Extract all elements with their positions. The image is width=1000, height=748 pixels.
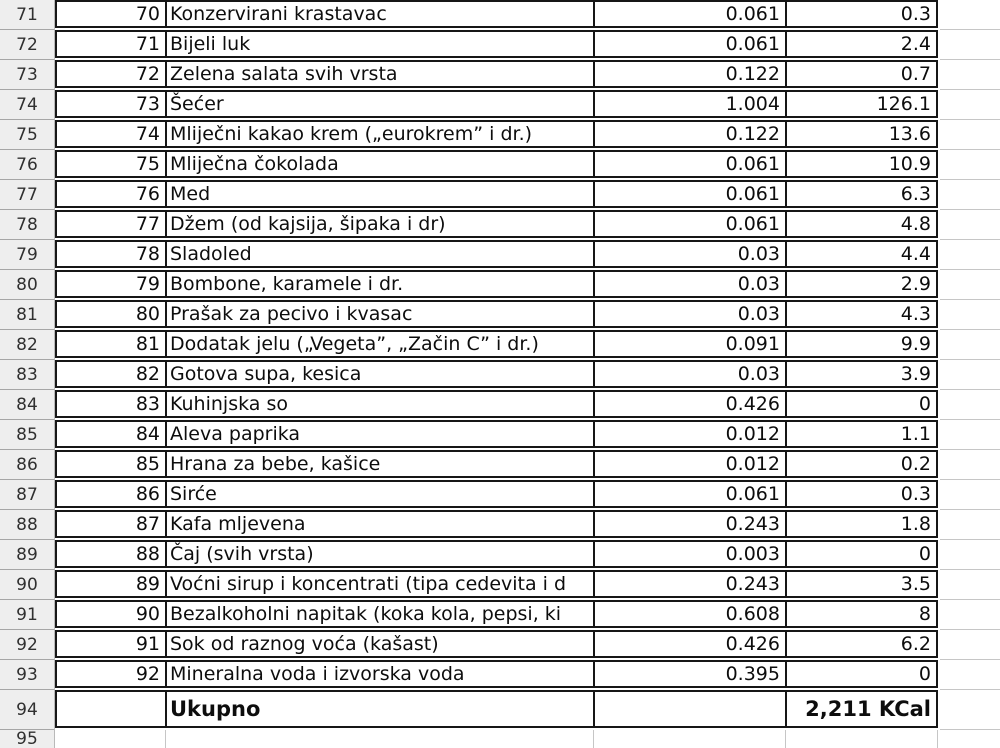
item-name-cell[interactable]: Mliječna čokolada xyxy=(165,152,593,176)
gridline xyxy=(940,659,1000,660)
gridline xyxy=(940,729,1000,730)
row-number-cell[interactable]: 72 xyxy=(135,63,160,85)
row-header-79[interactable]: 79 xyxy=(0,240,54,270)
item-name-cell[interactable]: Šećer xyxy=(165,92,593,116)
item-name-cell[interactable]: Voćni sirup i koncentrati (tipa cedevita i d xyxy=(165,572,593,596)
kcal-cell[interactable]: 4.4 xyxy=(785,242,936,266)
quantity-cell[interactable] xyxy=(593,692,785,726)
row-header-85[interactable]: 85 xyxy=(0,420,54,450)
row-header-92[interactable]: 92 xyxy=(0,630,54,660)
table-row xyxy=(55,210,938,238)
table-row xyxy=(55,60,938,88)
item-name-cell[interactable]: Kafa mljevena xyxy=(165,512,593,536)
quantity-cell[interactable]: 0.243 xyxy=(593,572,785,596)
gridline xyxy=(940,599,1000,600)
quantity-cell[interactable]: 0.012 xyxy=(593,452,785,476)
quantity-cell[interactable]: 0.091 xyxy=(593,332,785,356)
item-name-cell[interactable]: Sok od raznog voća (kašast) xyxy=(165,632,593,656)
row-number-cell[interactable]: 81 xyxy=(135,333,160,355)
row-number-cell[interactable]: 87 xyxy=(135,513,160,535)
row-header-83[interactable]: 83 xyxy=(0,360,54,390)
quantity-cell[interactable]: 0.061 xyxy=(593,2,785,26)
table-row xyxy=(55,330,938,358)
kcal-cell[interactable]: 126.1 xyxy=(785,92,936,116)
row-header-74[interactable]: 74 xyxy=(0,90,54,120)
quantity-cell[interactable]: 0.012 xyxy=(593,422,785,446)
total-row xyxy=(55,690,938,728)
row-header-72[interactable]: 72 xyxy=(0,30,54,60)
quantity-cell[interactable]: 0.061 xyxy=(593,32,785,56)
gridline xyxy=(940,359,1000,360)
quantity-cell[interactable]: 0.03 xyxy=(593,272,785,296)
kcal-cell[interactable]: 1.8 xyxy=(785,512,936,536)
row-header-94[interactable]: 94 xyxy=(0,690,54,730)
gridline xyxy=(593,730,594,748)
row-number-cell[interactable]: 85 xyxy=(135,453,160,475)
table-row xyxy=(55,660,938,688)
kcal-cell[interactable]: 6.3 xyxy=(785,182,936,206)
row-number-cell[interactable]: 74 xyxy=(135,123,160,145)
table-row xyxy=(55,420,938,448)
gridline xyxy=(940,479,1000,480)
row-header-90[interactable]: 90 xyxy=(0,570,54,600)
quantity-cell[interactable]: 0.061 xyxy=(593,152,785,176)
quantity-cell[interactable]: 0.061 xyxy=(593,182,785,206)
row-header-76[interactable]: 76 xyxy=(0,150,54,180)
gridline xyxy=(940,539,1000,540)
gridline xyxy=(940,629,1000,630)
table-row xyxy=(55,510,938,538)
quantity-cell[interactable]: 0.003 xyxy=(593,542,785,566)
item-name-cell[interactable]: Bijeli luk xyxy=(165,32,593,56)
quantity-cell[interactable]: 1.004 xyxy=(593,92,785,116)
item-name-cell[interactable]: Konzervirani krastavac xyxy=(165,2,593,26)
row-number-cell[interactable]: 71 xyxy=(135,33,160,55)
table-row xyxy=(55,540,938,568)
kcal-cell[interactable]: 2.4 xyxy=(785,32,936,56)
quantity-cell[interactable]: 0.395 xyxy=(593,662,785,686)
kcal-cell[interactable]: 0.3 xyxy=(785,482,936,506)
row-number-cell[interactable]: 80 xyxy=(135,303,160,325)
row-header-91[interactable]: 91 xyxy=(0,600,54,630)
gridline xyxy=(940,389,1000,390)
row-header-78[interactable]: 78 xyxy=(0,210,54,240)
empty-column-f[interactable] xyxy=(940,0,1000,748)
quantity-cell[interactable]: 0.243 xyxy=(593,512,785,536)
row-number-cell[interactable]: 79 xyxy=(135,273,160,295)
row-header-71[interactable]: 71 xyxy=(0,0,54,30)
row-header-93[interactable]: 93 xyxy=(0,660,54,690)
kcal-cell[interactable]: 6.2 xyxy=(785,632,936,656)
row-number-cell[interactable]: 75 xyxy=(135,153,160,175)
kcal-cell[interactable]: 0.2 xyxy=(785,452,936,476)
item-name-cell[interactable]: Aleva paprika xyxy=(165,422,593,446)
table-row xyxy=(55,180,938,208)
gridline xyxy=(940,509,1000,510)
gridline xyxy=(937,730,938,748)
gridline xyxy=(940,89,1000,90)
item-name-cell[interactable]: Mliječni kakao krem („eurokrem” i dr.) xyxy=(165,122,593,146)
gridline xyxy=(940,179,1000,180)
table-row xyxy=(55,600,938,628)
row-number-cell[interactable]: 70 xyxy=(135,3,160,25)
kcal-cell[interactable]: 2.9 xyxy=(785,272,936,296)
kcal-cell[interactable]: 10.9 xyxy=(785,152,936,176)
row-number-cell[interactable]: 73 xyxy=(135,93,160,115)
row-header-80[interactable]: 80 xyxy=(0,270,54,300)
item-name-cell[interactable]: Gotova supa, kesica xyxy=(165,362,593,386)
gridline xyxy=(940,299,1000,300)
row-number-cell[interactable]: 84 xyxy=(135,423,160,445)
kcal-cell[interactable]: 2,211 KCal xyxy=(785,692,936,726)
row-header-77[interactable]: 77 xyxy=(0,180,54,210)
quantity-cell[interactable]: 0.426 xyxy=(593,392,785,416)
item-name-cell[interactable]: Dodatak jelu („Vegeta”, „Začin C” i dr.) xyxy=(165,332,593,356)
gridline xyxy=(940,149,1000,150)
quantity-cell[interactable]: 0.061 xyxy=(593,482,785,506)
gridline xyxy=(940,29,1000,30)
quantity-cell[interactable]: 0.122 xyxy=(593,62,785,86)
item-name-cell[interactable]: Bombone, karamele i dr. xyxy=(165,272,593,296)
row-header-88[interactable]: 88 xyxy=(0,510,54,540)
table-row xyxy=(55,270,938,298)
gridline xyxy=(940,119,1000,120)
row-number-cell[interactable]: 88 xyxy=(135,543,160,565)
table-row xyxy=(55,120,938,148)
table-row xyxy=(55,240,938,268)
quantity-cell[interactable]: 0.061 xyxy=(593,212,785,236)
row-number-cell[interactable]: 90 xyxy=(135,603,160,625)
gridline xyxy=(940,239,1000,240)
item-name-cell[interactable]: Džem (od kajsija, šipaka i dr) xyxy=(165,212,593,236)
row-header-89[interactable]: 89 xyxy=(0,540,54,570)
item-name-cell[interactable]: Sirće xyxy=(165,482,593,506)
gridline xyxy=(785,730,786,748)
row-number-cell[interactable]: 77 xyxy=(135,213,160,235)
gridline xyxy=(940,689,1000,690)
quantity-cell[interactable]: 0.608 xyxy=(593,602,785,626)
gridline xyxy=(940,569,1000,570)
item-name-cell[interactable]: Zelena salata svih vrsta xyxy=(165,62,593,86)
item-name-cell[interactable]: Mineralna voda i izvorska voda xyxy=(165,662,593,686)
table-row xyxy=(55,30,938,58)
kcal-cell[interactable]: 3.5 xyxy=(785,572,936,596)
row-number-cell[interactable]: 86 xyxy=(135,483,160,505)
gridline xyxy=(940,419,1000,420)
row-header-86[interactable]: 86 xyxy=(0,450,54,480)
table-row xyxy=(55,570,938,598)
gridline xyxy=(940,209,1000,210)
gridline xyxy=(165,730,166,748)
row-header-95[interactable]: 95 xyxy=(16,729,38,748)
item-name-cell[interactable]: Čaj (svih vrsta) xyxy=(165,542,593,566)
kcal-cell[interactable]: 0.7 xyxy=(785,62,936,86)
kcal-cell[interactable]: 0 xyxy=(785,542,936,566)
kcal-cell[interactable]: 0 xyxy=(785,392,936,416)
table-row xyxy=(55,390,938,418)
table-row xyxy=(55,480,938,508)
kcal-cell[interactable]: 4.3 xyxy=(785,302,936,326)
kcal-cell[interactable]: 3.9 xyxy=(785,362,936,386)
quantity-cell[interactable]: 0.426 xyxy=(593,632,785,656)
kcal-cell[interactable]: 13.6 xyxy=(785,122,936,146)
row-number-cell[interactable] xyxy=(57,692,165,726)
table-row xyxy=(55,300,938,328)
kcal-cell[interactable]: 4.8 xyxy=(785,212,936,236)
kcal-cell[interactable]: 8 xyxy=(785,602,936,626)
row-number-cell[interactable]: 82 xyxy=(135,363,160,385)
quantity-cell[interactable]: 0.03 xyxy=(593,302,785,326)
gridline xyxy=(940,59,1000,60)
row-number-cell[interactable]: 92 xyxy=(135,663,160,685)
row-header-87[interactable]: 87 xyxy=(0,480,54,510)
row-header-73[interactable]: 73 xyxy=(0,60,54,90)
quantity-cell[interactable]: 0.122 xyxy=(593,122,785,146)
item-name-cell[interactable]: Ukupno xyxy=(165,692,593,726)
gridline xyxy=(940,269,1000,270)
table-row xyxy=(55,360,938,388)
table-row xyxy=(55,90,938,118)
row-number-cell[interactable]: 91 xyxy=(135,633,160,655)
row-header-column xyxy=(0,0,55,748)
item-name-cell[interactable]: Prašak za pecivo i kvasac xyxy=(165,302,593,326)
item-name-cell[interactable]: Kuhinjska so xyxy=(165,392,593,416)
quantity-cell[interactable]: 0.03 xyxy=(593,242,785,266)
table-row xyxy=(55,0,938,28)
table-area xyxy=(55,0,938,730)
item-name-cell[interactable]: Bezalkoholni napitak (koka kola, pepsi, ki xyxy=(165,602,593,626)
quantity-cell[interactable]: 0.03 xyxy=(593,362,785,386)
row-header-84[interactable]: 84 xyxy=(0,390,54,420)
kcal-cell[interactable]: 1.1 xyxy=(785,422,936,446)
table-row xyxy=(55,450,938,478)
row-number-cell[interactable]: 83 xyxy=(135,393,160,415)
row-number-cell[interactable]: 78 xyxy=(135,243,160,265)
table-row xyxy=(55,150,938,178)
item-name-cell[interactable]: Med xyxy=(165,182,593,206)
row-number-cell[interactable]: 76 xyxy=(135,183,160,205)
item-name-cell[interactable]: Hrana za bebe, kašice xyxy=(165,452,593,476)
row-number-cell[interactable]: 89 xyxy=(135,573,160,595)
gridline xyxy=(940,329,1000,330)
row-header-81[interactable]: 81 xyxy=(0,300,54,330)
kcal-cell[interactable]: 9.9 xyxy=(785,332,936,356)
kcal-cell[interactable]: 0.3 xyxy=(785,2,936,26)
row-header-82[interactable]: 82 xyxy=(0,330,54,360)
item-name-cell[interactable]: Sladoled xyxy=(165,242,593,266)
table-row xyxy=(55,630,938,658)
kcal-cell[interactable]: 0 xyxy=(785,662,936,686)
row-header-75[interactable]: 75 xyxy=(0,120,54,150)
gridline xyxy=(940,449,1000,450)
